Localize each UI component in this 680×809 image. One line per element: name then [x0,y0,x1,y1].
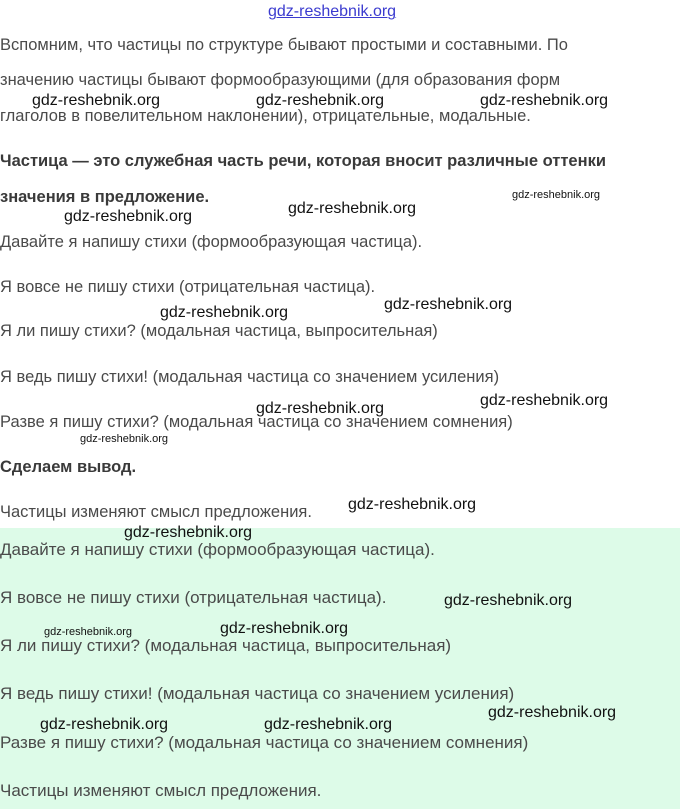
watermark: gdz-reshebnik.org [256,92,385,109]
watermark: gdz-reshebnik.org [80,433,169,445]
watermark: gdz-reshebnik.org [32,92,161,109]
watermark: gdz-reshebnik.org [288,200,417,217]
answer-line-5: Разве я пишу стихи? (модальная частица со значением сомнения) [0,733,529,752]
watermark: gdz-reshebnik.org [64,208,193,225]
conclusion-heading: Сделаем вывод. [0,458,137,476]
example-4: Я ведь пишу стихи! (модальная частица со значением усиления) [0,368,500,386]
answer-line-2: Я вовсе не пишу стихи (отрицательная частица). [0,588,387,607]
example-3: Я ли пишу стихи? (модальная частица, выпросительная) [0,322,438,340]
header-watermark: gdz-reshebnik.org [268,3,397,20]
watermark: gdz-reshebnik.org [220,620,349,637]
example-1: Давайте я напишу стихи (формообразующая частица). [0,233,423,251]
watermark: gdz-reshebnik.org [444,592,573,609]
answer-box [0,528,680,809]
example-5: Разве я пишу стихи? (модальная частица со значением сомнения) [0,413,513,431]
watermark: gdz-reshebnik.org [124,524,253,541]
answer-line-6: Частицы изменяют смысл предложения. [0,781,322,800]
example-2: Я вовсе не пишу стихи (отрицательная частица). [0,278,376,296]
watermark: gdz-reshebnik.org [480,392,609,409]
definition-line-1: Частица — это служебная часть речи, которая вносит различные оттенки [0,152,606,170]
theory-line-3: глаголов в повелительном наклонении), отрицательные, модальные. [0,107,531,125]
watermark: gdz-reshebnik.org [480,92,609,109]
watermark: gdz-reshebnik.org [44,626,133,638]
theory-line-1: Вспомним, что частицы по структуре бывают простыми и составными. По [0,36,568,54]
theory-line-2: значению частицы бывают формообразующими (для образования форм [0,71,561,89]
conclusion-text: Частицы изменяют смысл предложения. [0,503,312,521]
watermark: gdz-reshebnik.org [488,704,617,721]
watermark: gdz-reshebnik.org [40,716,169,733]
watermark: gdz-reshebnik.org [256,400,385,417]
watermark: gdz-reshebnik.org [160,304,289,321]
answer-line-1: Давайте я напишу стихи (формообразующая частица). [0,540,435,559]
watermark: gdz-reshebnik.org [264,716,393,733]
watermark: gdz-reshebnik.org [384,296,513,313]
watermark: gdz-reshebnik.org [512,189,601,201]
watermark: gdz-reshebnik.org [348,496,477,513]
answer-line-3: Я ли пишу стихи? (модальная частица, выпросительная) [0,636,452,655]
definition-line-2: значения в предложение. [0,188,210,206]
answer-line-4: Я ведь пишу стихи! (модальная частица со значением усиления) [0,684,515,703]
